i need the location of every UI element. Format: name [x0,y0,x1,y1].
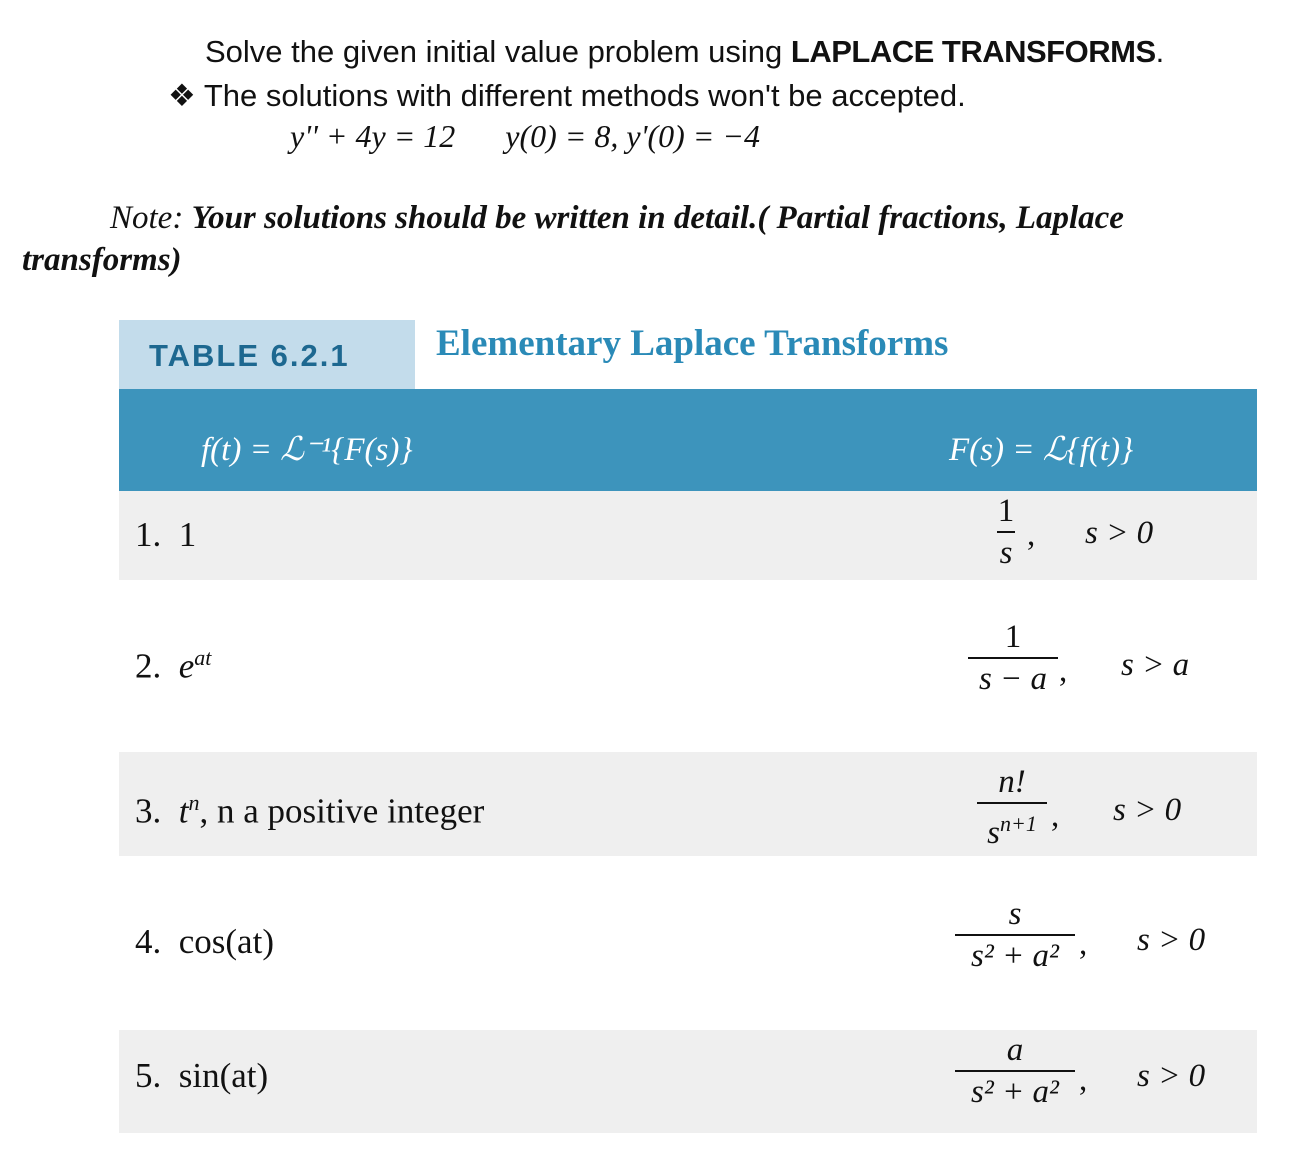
table-header [119,389,1257,491]
row-function: 3. $t^n$, n a positive integer [135,790,485,831]
table-row: 3. $t^n$, n a positive integer n! $s^{n+1}$ , s > 0 [119,752,1257,856]
diamond-bullet-icon: ❖ [168,78,196,113]
row-function: 2. $e^{at}$ [135,645,212,686]
row-transform: n! $s^{n+1}$ [977,762,1047,853]
note-line-1: Note: Your solutions should be written in detail.( Partial fractions, Laplace [110,200,1124,236]
problem-intro: Solve the given initial value problem using LAPLACE TRANSFORMS. [205,34,1165,69]
table-row: 5. sin(at) a s² + a² , s > 0 [119,1030,1257,1133]
table-title: Elementary Laplace Transforms [436,323,949,364]
row-transform: 1 s − a [968,617,1058,699]
row-condition: s > 0 [1085,515,1154,551]
note-line-2: transforms) [22,242,182,278]
row-condition: s > a [1121,647,1190,683]
row-condition: s > 0 [1137,1058,1206,1094]
row-transform: a s² + a² [955,1030,1075,1112]
table-label: TABLE 6.2.1 [119,320,415,389]
row-transform: s s² + a² [955,894,1075,976]
initial-conditions: y(0) = 8, y'(0) = −4 [505,118,760,154]
ivp-equation [290,118,760,155]
row-condition: s > 0 [1137,922,1206,958]
table-row: 1. 1 1 s , s > 0 [119,491,1257,580]
header-inverse-transform: f(t) = ℒ⁻¹{F(s)} [201,432,413,468]
differential-equation: y'' + 4y = 12 [290,118,456,154]
row-transform: 1 s [997,493,1015,571]
table-row: 4. cos(at) s s² + a² , s > 0 [135,896,1206,974]
warning-line: ❖ The solutions with different methods won't be accepted. [168,78,966,113]
row-function: 4. cos(at) [135,922,274,961]
row-function: 5. sin(at) [135,1056,269,1095]
row-condition: s > 0 [1113,792,1182,828]
method-emphasis: LAPLACE TRANSFORMS [790,34,1156,69]
header-transform: F(s) = ℒ{f(t)} [949,432,1134,468]
table-row: 2. $e^{at}$ 1 s − a , s > a [135,619,1190,697]
row-function: 1. 1 [135,515,197,554]
